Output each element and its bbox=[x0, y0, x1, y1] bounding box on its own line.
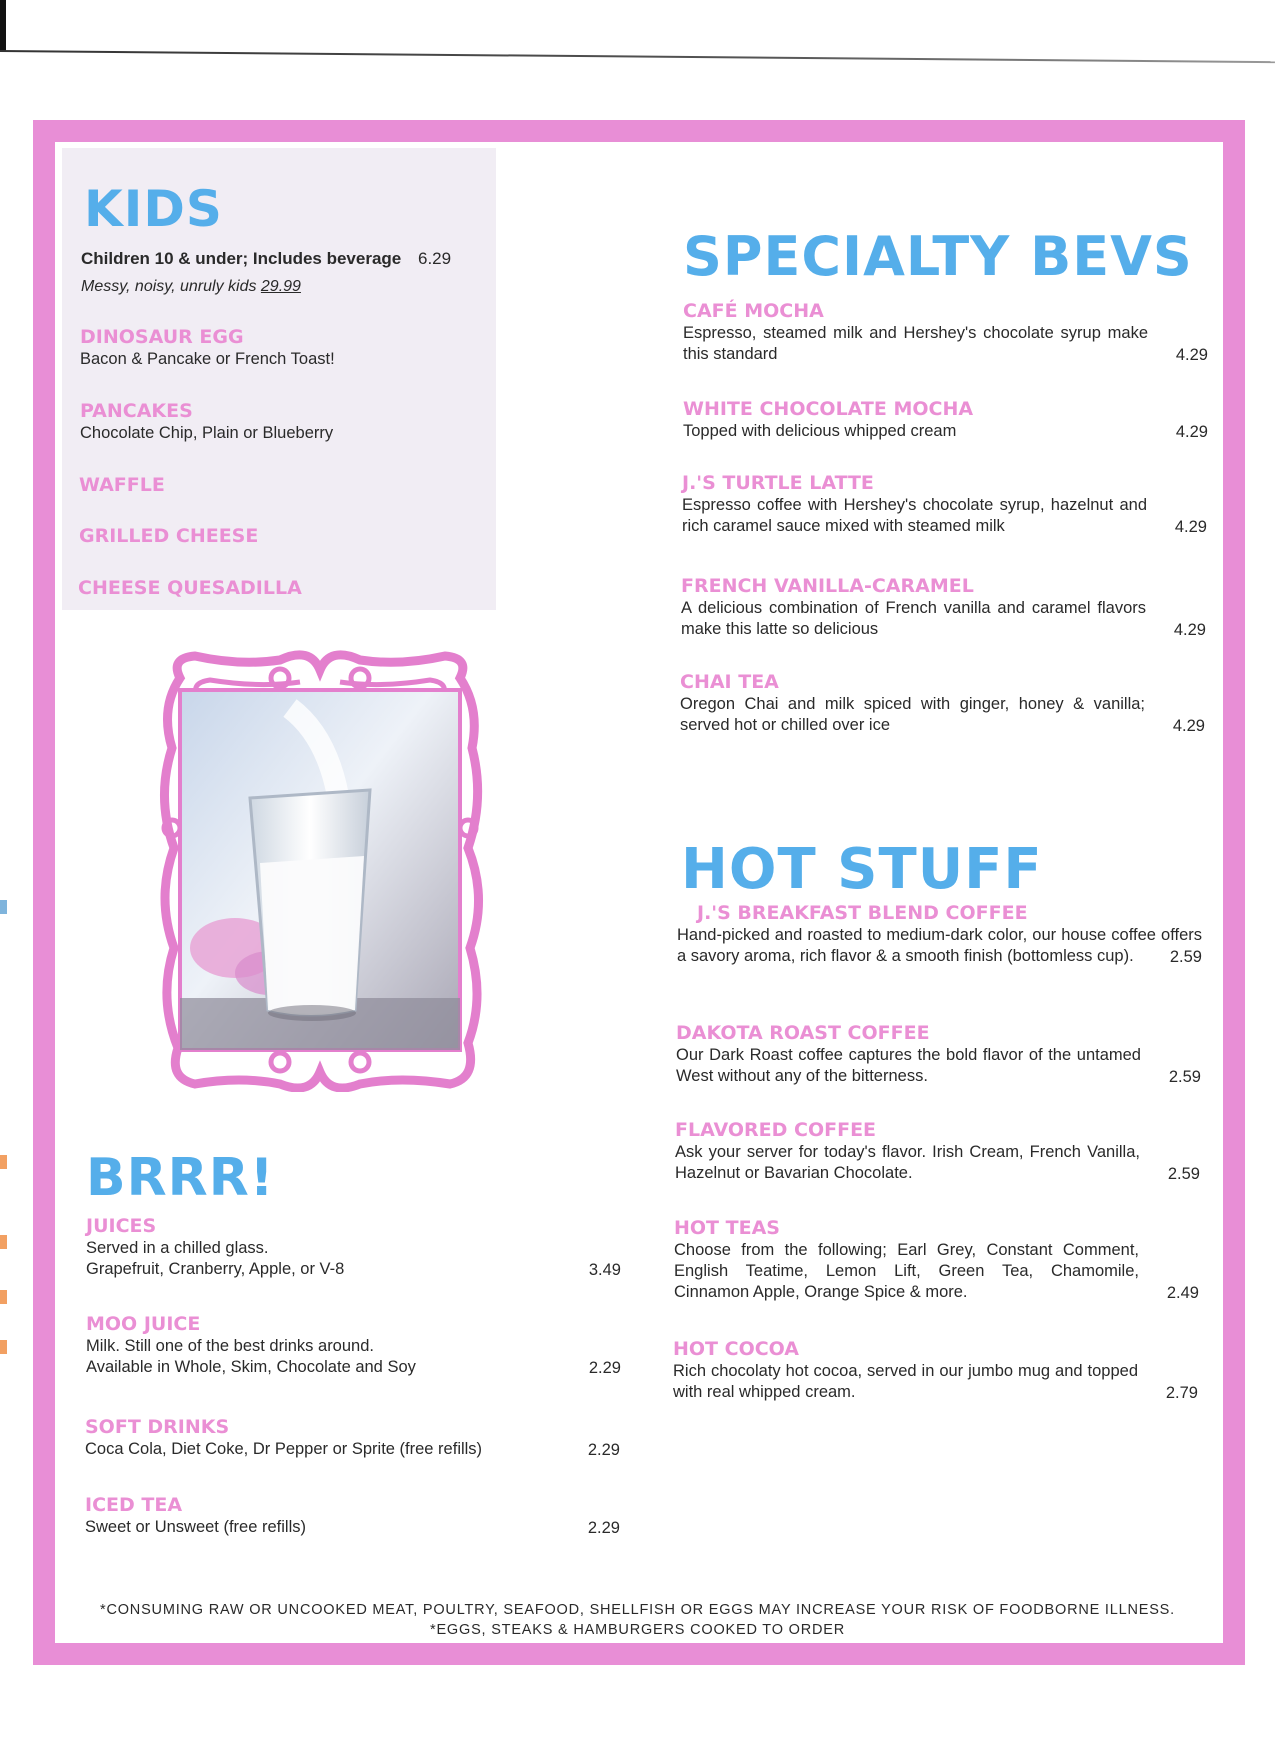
item-desc: Our Dark Roast coffee captures the bold flavor of the untamed West without any of the bitterness. bbox=[676, 1045, 1141, 1085]
item-price: 2.59 bbox=[1168, 1067, 1201, 1086]
kids-item bbox=[79, 525, 258, 548]
scan-edge-left bbox=[0, 0, 6, 52]
item-desc: Coca Cola, Diet Coke, Dr Pepper or Sprite (free refills) bbox=[85, 1439, 483, 1458]
item-name: ICED TEA bbox=[85, 1494, 183, 1516]
item-price: 3.49 bbox=[588, 1260, 621, 1279]
item-price: 2.49 bbox=[1166, 1283, 1199, 1302]
item-desc: Hand-picked and roasted to medium-dark color, our house coffee offers a savory aroma, rich flavor & a smooth finish (bottomless cup). bbox=[677, 925, 1202, 965]
item-desc: Available in Whole, Skim, Chocolate and Soy bbox=[86, 1357, 416, 1376]
item-name: PANCAKES bbox=[80, 400, 193, 422]
kids-heading: KIDS bbox=[84, 180, 223, 238]
item-desc: Topped with delicious whipped cream bbox=[683, 421, 957, 440]
item-desc: Sweet or Unsweet (free refills) bbox=[85, 1517, 306, 1536]
item-desc: Choose from the following; Earl Grey, Constant Comment, English Teatime, Lemon Lift, Green Tea, Chamomile, Cinnamon Apple, Orange Spice & more. bbox=[674, 1240, 1139, 1301]
item-desc: Ask your server for today's flavor. Irish Cream, French Vanilla, Hazelnut or Bavarian Chocolate. bbox=[675, 1142, 1140, 1182]
brrr-item bbox=[86, 1215, 621, 1280]
brrr-heading: BRRR! bbox=[86, 1148, 275, 1208]
hot-stuff-item bbox=[674, 1217, 1199, 1303]
item-name: FLAVORED COFFEE bbox=[675, 1119, 877, 1141]
scan-mark bbox=[0, 1340, 7, 1354]
item-desc: Rich chocolaty hot cocoa, served in our jumbo mug and topped with real whipped cream. bbox=[673, 1361, 1138, 1401]
hot-stuff-item bbox=[676, 1022, 1201, 1087]
item-name: WHITE CHOCOLATE MOCHA bbox=[683, 398, 974, 420]
item-desc: Bacon & Pancake or French Toast! bbox=[80, 349, 335, 368]
item-desc: Oregon Chai and milk spiced with ginger, honey & vanilla; served hot or chilled over ice bbox=[680, 694, 1145, 734]
ornate-frame-icon bbox=[150, 648, 490, 1092]
item-price: 4.29 bbox=[1173, 620, 1206, 639]
kids-item bbox=[79, 474, 165, 497]
item-name: CHEESE QUESADILLA bbox=[78, 577, 302, 599]
scan-mark bbox=[0, 1155, 7, 1169]
item-price: 4.29 bbox=[1175, 345, 1208, 364]
milk-glass-photo bbox=[150, 648, 490, 1092]
specialty-heading: SPECIALTY BEVS bbox=[683, 225, 1193, 288]
specialty-item bbox=[683, 300, 1208, 365]
brrr-item bbox=[85, 1494, 620, 1538]
item-name: J.'S BREAKFAST BLEND COFFEE bbox=[697, 902, 1028, 924]
brrr-item bbox=[85, 1416, 620, 1460]
hot-stuff-item bbox=[675, 1119, 1200, 1184]
kids-item bbox=[80, 326, 335, 370]
kids-item bbox=[78, 577, 302, 600]
kids-subtitle bbox=[81, 249, 481, 269]
item-desc: Served in a chilled glass. bbox=[86, 1238, 269, 1257]
item-price: 4.29 bbox=[1174, 517, 1207, 536]
hot-stuff-heading: HOT STUFF bbox=[681, 837, 1043, 902]
item-name: WAFFLE bbox=[79, 474, 165, 496]
kids-note-price: 29.99 bbox=[260, 278, 301, 295]
item-name: DINOSAUR EGG bbox=[80, 326, 244, 348]
item-desc: A delicious combination of French vanilla and caramel flavors make this latte so delicious bbox=[681, 598, 1146, 638]
item-name: FRENCH VANILLA-CARAMEL bbox=[681, 575, 974, 597]
item-price: 2.79 bbox=[1165, 1383, 1198, 1402]
footer-line-2: *EGGS, STEAKS & HAMBURGERS COOKED TO ORDER bbox=[430, 1622, 845, 1638]
item-price: 2.29 bbox=[587, 1518, 620, 1537]
item-name: JUICES bbox=[86, 1215, 157, 1237]
item-name: CAFÉ MOCHA bbox=[683, 300, 824, 322]
kids-note bbox=[81, 278, 301, 296]
item-desc: Grapefruit, Cranberry, Apple, or V-8 bbox=[86, 1259, 345, 1278]
item-price: 4.29 bbox=[1172, 716, 1205, 735]
footer-disclaimer bbox=[60, 1600, 1215, 1640]
item-name: DAKOTA ROAST COFFEE bbox=[676, 1022, 930, 1044]
specialty-item bbox=[683, 398, 1208, 442]
item-desc: Espresso, steamed milk and Hershey's chocolate syrup make this standard bbox=[683, 323, 1148, 363]
scan-mark bbox=[0, 1290, 7, 1304]
item-price: 2.59 bbox=[1167, 1164, 1200, 1183]
item-name: J.'S TURTLE LATTE bbox=[682, 472, 874, 494]
item-name: HOT TEAS bbox=[674, 1217, 780, 1239]
kids-note-text: Messy, noisy, unruly kids bbox=[81, 278, 261, 295]
item-price: 2.29 bbox=[587, 1440, 620, 1459]
hot-stuff-item bbox=[673, 1338, 1198, 1403]
item-desc: Chocolate Chip, Plain or Blueberry bbox=[80, 423, 334, 442]
specialty-item bbox=[682, 472, 1207, 537]
item-name: MOO JUICE bbox=[86, 1313, 201, 1335]
hot-stuff-item bbox=[677, 902, 1202, 967]
specialty-item bbox=[681, 575, 1206, 640]
scan-mark bbox=[0, 1235, 7, 1249]
item-price: 2.29 bbox=[588, 1358, 621, 1377]
kids-item bbox=[80, 400, 333, 444]
kids-subtitle-text: Children 10 & under; Includes beverage bbox=[81, 249, 402, 268]
specialty-item bbox=[680, 671, 1205, 736]
item-name: GRILLED CHEESE bbox=[79, 525, 259, 547]
item-price: 2.59 bbox=[1169, 947, 1202, 966]
item-desc: Espresso coffee with Hershey's chocolate syrup, hazelnut and rich caramel sauce mixed with steamed milk bbox=[682, 495, 1147, 535]
item-name: SOFT DRINKS bbox=[85, 1416, 230, 1438]
footer-line-1: *CONSUMING RAW OR UNCOOKED MEAT, POULTRY, SEAFOOD, SHELLFISH OR EGGS MAY INCREASE YOUR RISK OF FOODBORNE ILLNESS. bbox=[100, 1602, 1175, 1618]
item-name: CHAI TEA bbox=[680, 671, 779, 693]
item-name: HOT COCOA bbox=[673, 1338, 800, 1360]
item-desc: Milk. Still one of the best drinks around. bbox=[86, 1336, 374, 1355]
item-price: 4.29 bbox=[1175, 422, 1208, 441]
brrr-item bbox=[86, 1313, 621, 1378]
scan-mark bbox=[0, 900, 7, 914]
scan-edge-top bbox=[0, 50, 1275, 63]
kids-subtitle-price: 6.29 bbox=[418, 249, 452, 268]
